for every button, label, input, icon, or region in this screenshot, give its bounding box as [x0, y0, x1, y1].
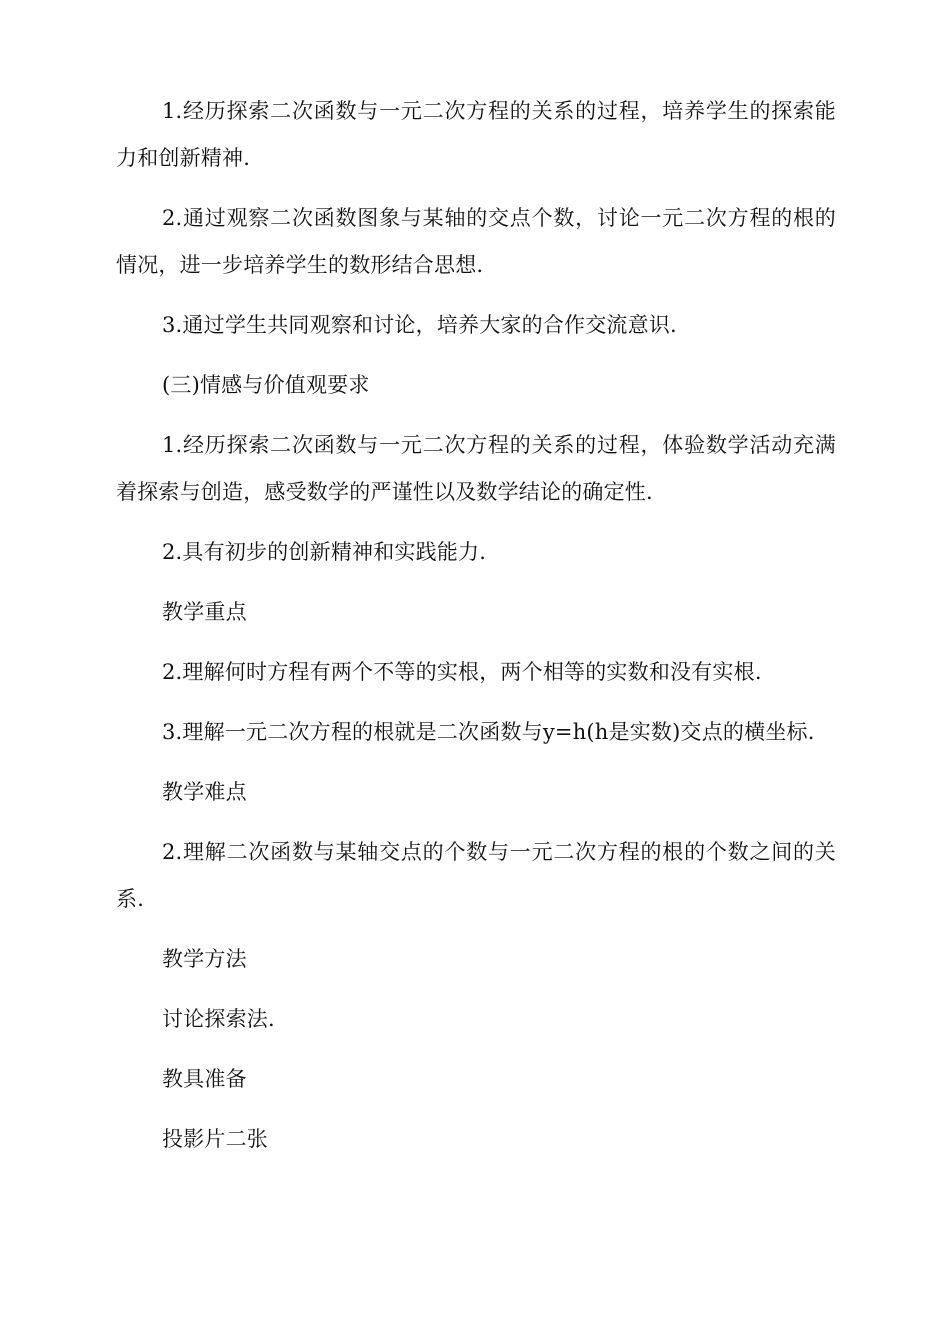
paragraph-key-point-3: 3.理解一元二次方程的根就是二次函数与y=h(h是实数)交点的横坐标. — [162, 720, 815, 744]
paragraph-objective-1: 1.经历探索二次函数与一元二次方程的关系的过程，培养学生的探索能力和创新精神. — [116, 99, 836, 170]
section-heading-materials: 教具准备 — [162, 1067, 247, 1091]
section-heading-key-points: 教学重点 — [162, 600, 247, 624]
section-heading-difficulties: 教学难点 — [162, 780, 247, 804]
paragraph-values-1: 1.经历探索二次函数与一元二次方程的关系的过程，体验数学活动充满着探索与创造，感受数学的严谨性以及数学结论的确定性. — [116, 433, 836, 504]
document-body — [116, 88, 836, 1163]
paragraph-difficulty-2: 2.理解二次函数与某轴交点的个数与一元二次方程的根的个数之间的关系. — [116, 840, 836, 911]
paragraph-objective-2: 2.通过观察二次函数图象与某轴的交点个数，讨论一元二次方程的根的情况，进一步培养学生的数形结合思想. — [116, 206, 836, 277]
paragraph-values-2: 2.具有初步的创新精神和实践能力. — [162, 540, 487, 564]
paragraph-materials: 投影片二张 — [162, 1127, 268, 1151]
paragraph-key-point-2: 2.理解何时方程有两个不等的实根，两个相等的实数和没有实根. — [162, 660, 762, 684]
section-heading-values: (三)情感与价值观要求 — [162, 373, 370, 397]
paragraph-method: 讨论探索法. — [162, 1007, 275, 1031]
section-heading-method: 教学方法 — [162, 947, 247, 971]
paragraph-objective-3: 3.通过学生共同观察和讨论，培养大家的合作交流意识. — [162, 313, 677, 337]
